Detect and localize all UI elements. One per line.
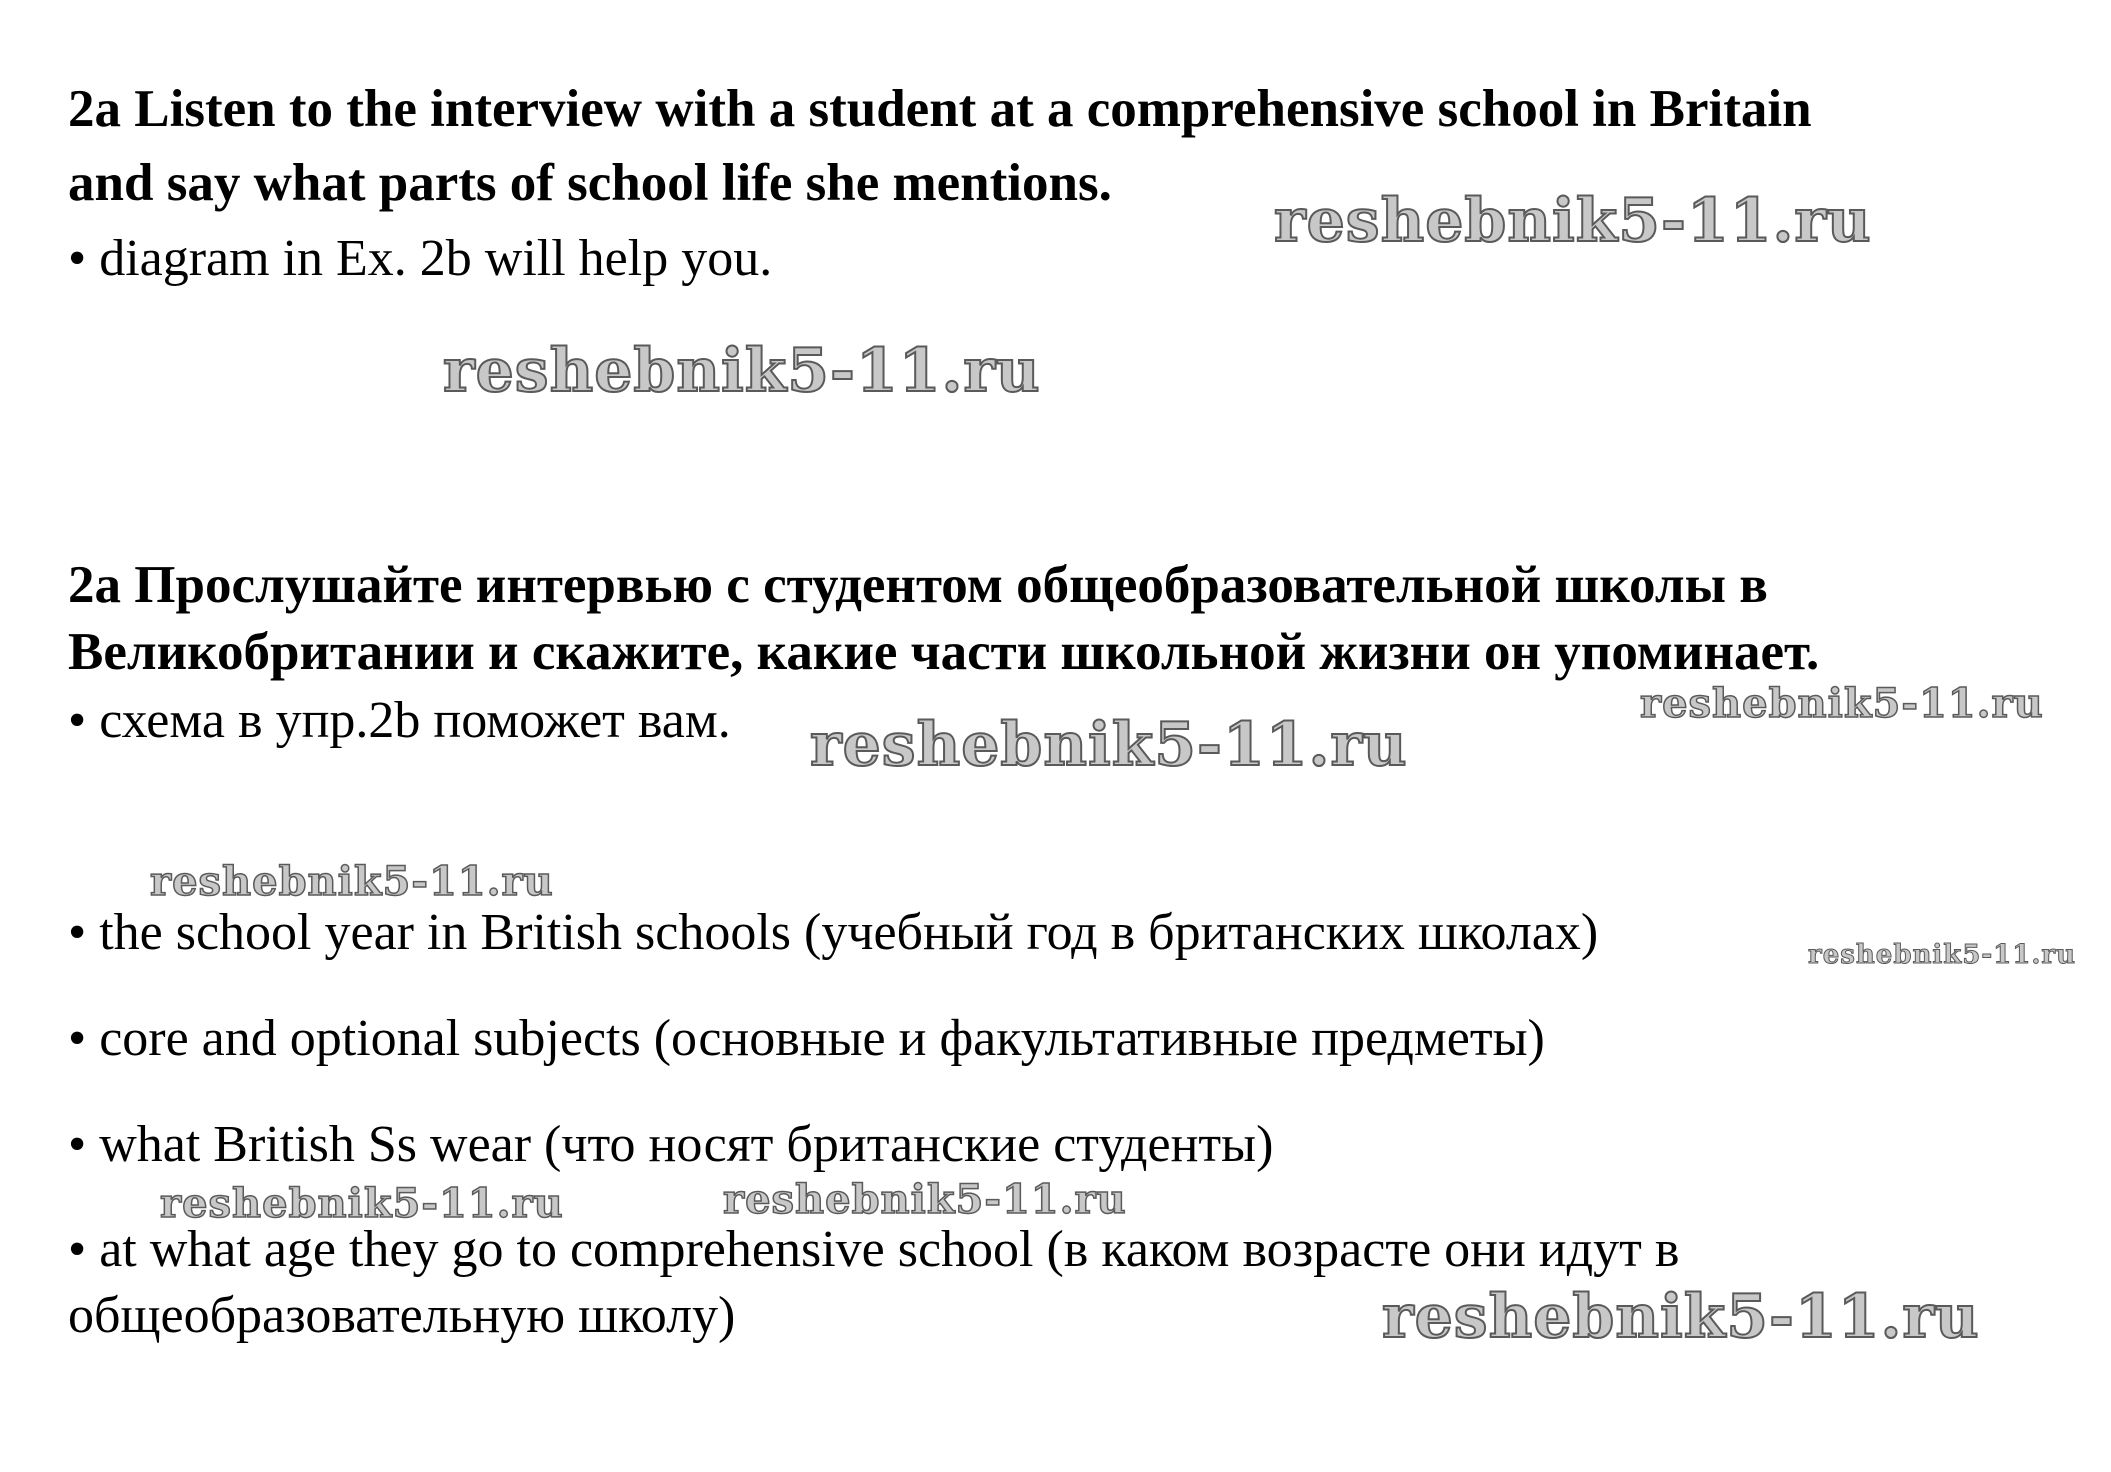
en-task-heading-line-2: and say what parts of school life she mentions.	[68, 154, 1112, 212]
watermark: reshebnik5-11.ru	[1640, 680, 2044, 727]
topic-item: • core and optional subjects (основные и факультативные предметы)	[68, 1010, 1545, 1067]
watermark: reshebnik5-11.ru	[723, 1176, 1127, 1223]
en-task-hint: • diagram in Ex. 2b will help you.	[68, 230, 773, 287]
watermark: reshebnik5-11.ru	[1808, 940, 2077, 970]
watermark: reshebnik5-11.ru	[1382, 1282, 1980, 1352]
topic-item: • what British Ss wear (что носят британские студенты)	[68, 1116, 1274, 1173]
ru-task-heading-line-2: Великобритании и скажите, какие части школьной жизни он упоминает.	[68, 623, 1820, 681]
watermark: reshebnik5-11.ru	[150, 858, 554, 905]
watermark: reshebnik5-11.ru	[1274, 186, 1872, 256]
topic-item: • the school year in British schools (учебный год в британских школах)	[68, 904, 1599, 961]
ru-task-heading-line-1: 2a Прослушайте интервью с студентом общеобразовательной школы в	[68, 556, 1768, 614]
watermark: reshebnik5-11.ru	[810, 710, 1408, 780]
watermark: reshebnik5-11.ru	[443, 336, 1041, 406]
watermark: reshebnik5-11.ru	[160, 1180, 564, 1227]
topic-item-continuation: общеобразовательную школу)	[68, 1287, 736, 1344]
ru-task-hint: • схема в упр.2b поможет вам.	[68, 692, 731, 749]
en-task-heading-line-1: 2a Listen to the interview with a student at a comprehensive school in Britain	[68, 80, 1812, 138]
topic-item: • at what age they go to comprehensive school (в каком возрасте они идут в	[68, 1221, 1680, 1278]
